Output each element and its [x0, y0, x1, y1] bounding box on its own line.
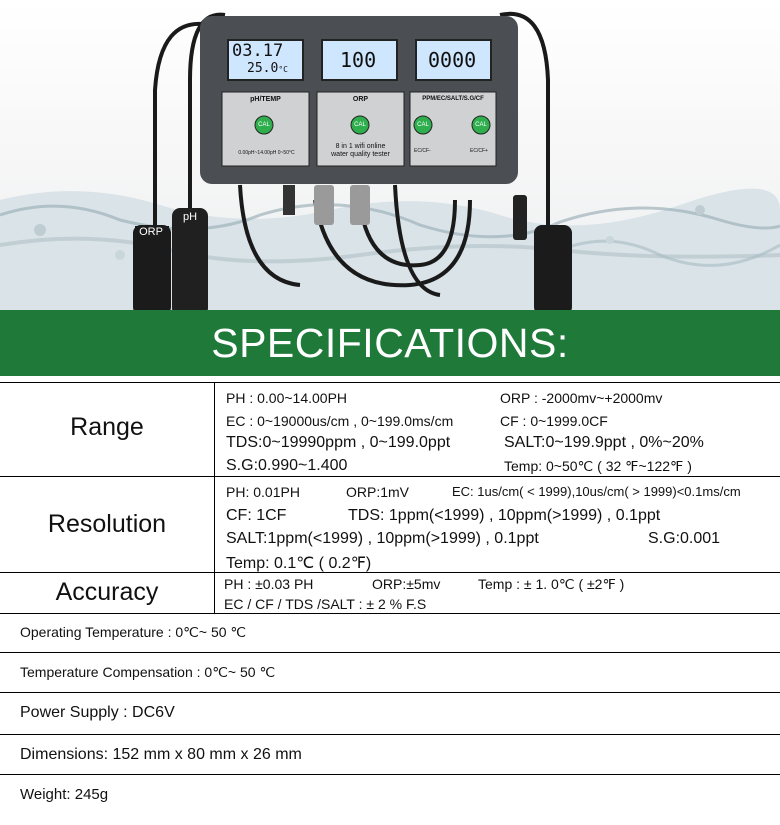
resolution-ec: EC: 1us/cm( < 1999),10us/cm( > 1999)<0.1ms/cm [452, 484, 741, 499]
operating-temperature: Operating Temperature : 0℃~ 50 ℃ [20, 624, 247, 640]
cal-label-ec-right: CAL [475, 122, 487, 128]
range-label: Range [70, 413, 144, 441]
resolution-tds: TDS: 1ppm(<1999) , 10ppm(>1999) , 0.1ppt [348, 507, 661, 524]
divider [0, 382, 780, 383]
bnc-connector-2 [350, 185, 370, 225]
divider [0, 774, 780, 775]
range-ec: EC : 0~19000us/cm , 0~199.0ms/cm [226, 413, 454, 429]
accuracy-label: Accuracy [55, 578, 159, 606]
resolution-sg: S.G:0.001 [648, 530, 721, 547]
bnc-connector-1 [314, 185, 334, 225]
caption-line-2: water quality tester [331, 151, 390, 158]
panel-ec-footer-left: EC/CF- [414, 148, 431, 154]
accuracy-orp: ORP:±5mv [372, 576, 441, 592]
probe-ec [534, 225, 572, 310]
dimensions: Dimensions: 152 mm x 80 mm x 26 mm [20, 746, 302, 763]
resolution-orp: ORP:1mV [346, 484, 410, 500]
divider [0, 734, 780, 735]
resolution-cf: CF: 1CF [226, 507, 287, 524]
caption-line-1: 8 in 1 wifi online [335, 143, 386, 150]
range-ph: PH : 0.00~14.00PH [226, 390, 348, 406]
lcd-orp-value: 100 [340, 48, 377, 72]
lcd-ph-value: 03.17 [232, 41, 284, 61]
cal-label-ph: CAL [258, 122, 270, 128]
water-splash [0, 189, 780, 310]
accuracy-ph: PH : ±0.03 PH [224, 576, 314, 592]
weight: Weight: 245g [20, 786, 109, 803]
power-supply: Power Supply : DC6V [20, 704, 175, 721]
divider [0, 692, 780, 693]
probe-ph [172, 208, 208, 310]
resolution-salt: SALT:1ppm(<1999) , 10ppm(>1999) , 0.1ppt [226, 530, 539, 547]
range-tds: TDS:0~19990ppm , 0~199.0ppt [226, 434, 451, 451]
cal-label-ec-left: CAL [417, 122, 429, 128]
lcd-ec-value: 0000 [428, 48, 477, 72]
resolution-ph: PH: 0.01PH [226, 484, 300, 500]
range-sg: S.G:0.990~1.400 [226, 457, 348, 474]
temp-probe [513, 195, 527, 240]
resolution-label: Resolution [47, 510, 167, 538]
panel-ph-title: pH/TEMP [250, 96, 281, 103]
banner-title: SPECIFICATIONS: [211, 319, 569, 366]
resolution-temp: Temp: 0.1℃ ( 0.2℉) [226, 555, 372, 572]
range-salt: SALT:0~199.9ppt , 0%~20% [504, 434, 704, 451]
power-jack [283, 185, 295, 215]
divider [0, 572, 780, 573]
column-divider [214, 382, 215, 613]
divider [0, 652, 780, 653]
cal-label-orp: CAL [354, 122, 366, 128]
lcd-temp-line [247, 60, 302, 79]
specifications-banner [0, 310, 780, 376]
probe-label-orp: ORP [139, 226, 163, 238]
accuracy-temp: Temp : ± 1. 0℃ ( ±2℉ ) [478, 576, 625, 592]
accuracy-ec-cf-tds-salt: EC / CF / TDS /SALT : ± 2 % F.S [224, 596, 427, 612]
lcd-temp-unit: °C [278, 65, 288, 74]
panel-ec-title: PPM/EC/SALT/S.G/CF [422, 96, 484, 102]
temperature-compensation: Temperature Compensation : 0℃~ 50 ℃ [20, 664, 276, 680]
product-photo [0, 0, 780, 310]
divider [0, 613, 780, 614]
panel-orp-title: ORP [352, 96, 369, 103]
range-temp: Temp: 0~50℃ ( 32 ℉~122℉ ) [504, 458, 692, 474]
panel-ph-footer: 0.00pH~14.00pH 0~50°C [238, 150, 295, 156]
divider [0, 476, 780, 477]
panel-ec-footer-right: EC/CF+ [470, 148, 488, 154]
range-orp: ORP : -2000mv~+2000mv [500, 390, 663, 406]
lcd-temp-value: 25.0 [247, 61, 279, 76]
probe-label-ph: pH [182, 211, 198, 223]
lcd-ph-readout [232, 42, 302, 79]
panel-orp-caption [317, 143, 404, 159]
range-cf: CF : 0~1999.0CF [500, 413, 608, 429]
